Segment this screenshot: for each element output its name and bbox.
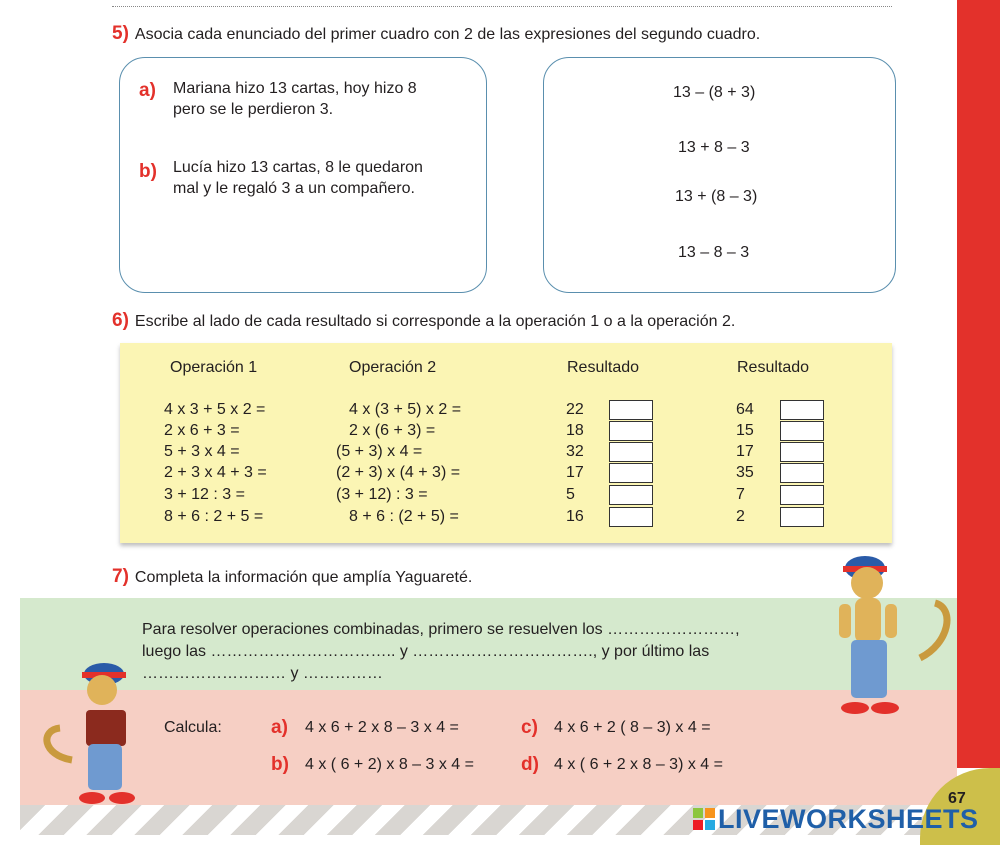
result2-value: 2 (736, 508, 745, 525)
header-operacion-1: Operación 1 (170, 359, 258, 376)
calc-b-label: b) (271, 754, 289, 775)
result2-answer-box[interactable] (780, 400, 824, 420)
statement-b-label: b) (139, 161, 157, 182)
statement-b (139, 157, 423, 199)
op2-row: (5 + 3) x 4 = (336, 443, 423, 460)
result2-answer-box[interactable] (780, 485, 824, 505)
op2-row: (3 + 12) : 3 = (336, 486, 428, 503)
exercise-5-instruction (112, 23, 760, 45)
result1-value: 16 (566, 508, 584, 525)
calc-c-label: c) (521, 717, 538, 738)
result1-value: 22 (566, 401, 584, 418)
result2-answer-box[interactable] (780, 442, 824, 462)
op2-row: 2 x (6 + 3) = (349, 422, 436, 439)
calc-a-label: a) (271, 717, 288, 738)
exercise-5-text: Asocia cada enunciado del primer cuadro con 2 de las expresiones del segundo cuadro. (134, 26, 761, 43)
operations-panel (120, 343, 892, 543)
op2-row: (2 + 3) x (4 + 3) = (336, 464, 461, 481)
op2-row: 4 x (3 + 5) x 2 = (349, 401, 462, 418)
calc-d-expression: 4 x ( 6 + 2 x 8 – 3) x 4 = (554, 756, 723, 773)
exercise-6-instruction (112, 310, 735, 332)
exercise-7-instruction (112, 566, 472, 588)
red-margin-bar (957, 0, 1000, 768)
calc-d-label: d) (521, 754, 539, 775)
watermark-text: LIVEWORKSHEETS (718, 804, 979, 834)
result1-answer-box[interactable] (609, 442, 653, 462)
liveworksheets-watermark (693, 804, 979, 835)
result1-answer-box[interactable] (609, 421, 653, 441)
expression-4[interactable]: 13 – 8 – 3 (678, 244, 750, 261)
result2-value: 64 (736, 401, 754, 418)
op1-row: 5 + 3 x 4 = (164, 443, 240, 460)
op1-row: 8 + 6 : 2 + 5 = (164, 508, 264, 525)
statement-b-line2: mal y le regaló 3 a un compañero. (173, 180, 415, 197)
page-number: 67 (948, 790, 966, 807)
op1-row: 3 + 12 : 3 = (164, 486, 245, 503)
jaguar-mascot-standing (825, 548, 955, 723)
expressions-box (543, 57, 896, 293)
exercise-6-text: Escribe al lado de cada resultado si corresponde a la operación 1 o a la operación 2. (134, 313, 736, 330)
fill-line-3[interactable]: ……………………… y …………… (142, 665, 383, 682)
statements-box (119, 57, 487, 293)
header-resultado-1: Resultado (567, 359, 640, 376)
calculate-band (20, 690, 957, 805)
result1-value: 17 (566, 464, 584, 481)
fill-line-1[interactable]: Para resolver operaciones combinadas, primero se resuelven los ……………………, (142, 621, 740, 638)
calc-c-expression: 4 x 6 + 2 ( 8 – 3) x 4 = (554, 719, 711, 736)
result2-answer-box[interactable] (780, 463, 824, 483)
op1-row: 2 x 6 + 3 = (164, 422, 240, 439)
op1-row: 2 + 3 x 4 + 3 = (164, 464, 267, 481)
calcula-label: Calcula: (164, 719, 222, 736)
op1-row: 4 x 3 + 5 x 2 = (164, 401, 266, 418)
result1-answer-box[interactable] (609, 400, 653, 420)
expression-3[interactable]: 13 + (8 – 3) (675, 188, 758, 205)
exercise-7-number: 7) (112, 566, 129, 587)
statement-b-line1: Lucía hizo 13 cartas, 8 le quedaron (173, 159, 423, 176)
statement-a-line2: pero se le perdieron 3. (173, 101, 334, 118)
exercise-7-text: Completa la información que amplía Yaguareté. (134, 569, 473, 586)
top-divider (112, 6, 892, 7)
result2-answer-box[interactable] (780, 421, 824, 441)
exercise-5-number: 5) (112, 23, 129, 44)
result1-value: 18 (566, 422, 584, 439)
header-resultado-2: Resultado (737, 359, 810, 376)
header-operacion-2: Operación 2 (349, 359, 437, 376)
result1-value: 32 (566, 443, 584, 460)
op2-row: 8 + 6 : (2 + 5) = (349, 508, 459, 525)
result1-answer-box[interactable] (609, 463, 653, 483)
result2-answer-box[interactable] (780, 507, 824, 527)
liveworksheets-logo-icon (693, 808, 715, 830)
fill-line-2[interactable]: luego las …………………………….. y ……………………………., y por último las (142, 643, 710, 660)
result2-value: 17 (736, 443, 754, 460)
statement-a-label: a) (139, 80, 156, 101)
result1-answer-box[interactable] (609, 485, 653, 505)
exercise-6-number: 6) (112, 310, 129, 331)
result2-value: 7 (736, 486, 745, 503)
statement-a-line1: Mariana hizo 13 cartas, hoy hizo 8 (173, 80, 417, 97)
calc-a-expression: 4 x 6 + 2 x 8 – 3 x 4 = (305, 719, 459, 736)
jaguar-mascot-reading (42, 660, 152, 810)
result2-value: 15 (736, 422, 754, 439)
statement-a (139, 78, 417, 120)
result2-value: 35 (736, 464, 754, 481)
result1-answer-box[interactable] (609, 507, 653, 527)
expression-2[interactable]: 13 + 8 – 3 (678, 139, 750, 156)
calc-b-expression: 4 x ( 6 + 2) x 8 – 3 x 4 = (305, 756, 474, 773)
expression-1[interactable]: 13 – (8 + 3) (673, 84, 756, 101)
result1-value: 5 (566, 486, 575, 503)
